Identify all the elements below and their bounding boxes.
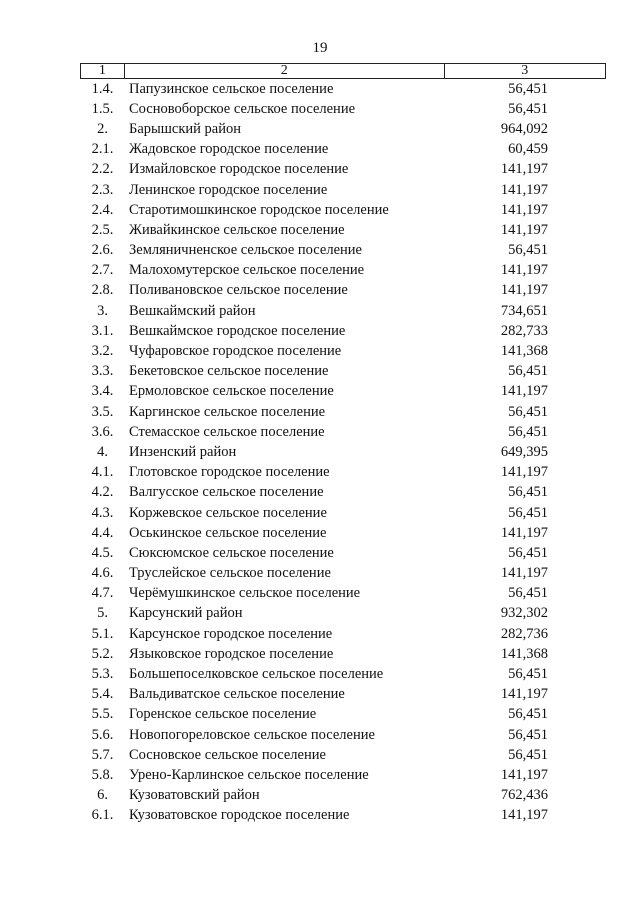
table-row [80,624,606,644]
row-name: Сосновоборское сельское поселение [129,100,356,117]
row-value: 60,459 [508,141,548,158]
row-number: 1.4. [91,80,114,97]
row-value: 141,197 [500,221,548,238]
table-row [80,301,606,321]
row-value: 141,197 [500,282,548,299]
row-value: 734,651 [500,302,548,319]
row-number: 5.6. [91,726,114,743]
table-row [80,786,606,806]
row-value: 56,451 [508,666,548,683]
table-row [80,806,606,826]
row-number: 4.1. [91,464,114,481]
row-value: 282,736 [500,625,548,642]
row-name: Кузоватовский район [129,787,260,804]
row-name: Урено-Карлинское сельское поселение [129,766,369,783]
row-value: 964,092 [500,120,548,137]
row-value: 141,197 [500,262,548,279]
row-value: 56,451 [508,80,548,97]
header-col-2: 2 [124,64,444,79]
row-value: 141,197 [500,686,548,703]
row-name: Старотимошкинское городское поселение [129,201,389,218]
row-number: 4.3. [91,504,114,521]
row-name: Черёмушкинское сельское поселение [129,585,361,602]
row-name: Труслейское сельское поселение [129,565,331,582]
row-value: 141,197 [500,524,548,541]
table-row [80,140,606,160]
row-name: Бекетовское сельское поселение [129,363,329,380]
table-row [80,725,606,745]
row-value: 141,197 [500,807,548,824]
row-name: Карсунское городское поселение [129,625,333,642]
row-value: 141,197 [500,201,548,218]
row-number: 4.7. [91,585,114,602]
row-value: 56,451 [508,585,548,602]
row-name: Жадовское городское поселение [129,141,329,158]
row-value: 141,368 [500,343,548,360]
table-row [80,442,606,462]
row-name: Живайкинское сельское поселение [129,221,345,238]
row-number: 5.1. [91,625,114,642]
table-row [80,99,606,119]
row-number: 2.8. [91,282,114,299]
row-value: 141,197 [500,766,548,783]
row-value: 56,451 [508,544,548,561]
row-number: 4. [97,443,108,460]
row-number: 6. [97,787,108,804]
row-name: Сюксюмское сельское поселение [129,544,334,561]
row-number: 2.2. [91,161,114,178]
row-value: 56,451 [508,363,548,380]
row-number: 3.4. [91,383,114,400]
row-name: Папузинское сельское поселение [129,80,334,97]
row-number: 3.3. [91,363,114,380]
row-value: 56,451 [508,746,548,763]
table-row [80,463,606,483]
row-value: 141,197 [500,383,548,400]
row-value: 56,451 [508,484,548,501]
row-name: Земляничненское сельское поселение [129,242,362,259]
row-name: Каргинское сельское поселение [129,403,326,420]
table-row [80,705,606,725]
row-name: Вешкаймское городское поселение [129,322,346,339]
table-body [80,79,606,826]
header-col-3: 3 [444,64,605,79]
row-value: 56,451 [508,242,548,259]
row-name: Сосновское сельское поселение [129,746,326,763]
table-row [80,685,606,705]
row-name: Измайловское городское поселение [129,161,349,178]
row-value: 141,197 [500,181,548,198]
table-row [80,503,606,523]
table-row [80,200,606,220]
row-number: 5.5. [91,706,114,723]
header-col-1: 1 [81,64,125,79]
row-number: 2.3. [91,181,114,198]
row-name: Большепоселковское сельское поселение [129,666,384,683]
row-name: Языковское городское поселение [129,645,334,662]
table-row [80,341,606,361]
row-number: 4.2. [91,484,114,501]
table-row [80,483,606,503]
row-value: 56,451 [508,504,548,521]
table-row [80,79,606,99]
table-row [80,644,606,664]
row-name: Горенское сельское поселение [129,706,317,723]
row-name: Ермоловское сельское поселение [129,383,334,400]
row-number: 3.2. [91,343,114,360]
row-name: Барышский район [129,120,241,137]
row-value: 762,436 [500,787,548,804]
row-number: 4.5. [91,544,114,561]
row-number: 3.5. [91,403,114,420]
table-row [80,564,606,584]
row-number: 2.4. [91,201,114,218]
row-name: Валгусское сельское поселение [129,484,324,501]
row-name: Коржевское сельское поселение [129,504,327,521]
row-name: Стемасское сельское поселение [129,423,325,440]
table-row [80,604,606,624]
row-number: 5.7. [91,746,114,763]
row-number: 4.4. [91,524,114,541]
row-value: 56,451 [508,100,548,117]
row-value: 141,197 [500,161,548,178]
row-number: 6.1. [91,807,114,824]
table-row [80,664,606,684]
row-name: Оськинское сельское поселение [129,524,327,541]
row-number: 5.4. [91,686,114,703]
row-value: 141,197 [500,464,548,481]
row-name: Кузоватовское городское поселение [129,807,350,824]
row-number: 5.8. [91,766,114,783]
row-value: 141,368 [500,645,548,662]
row-number: 2.6. [91,242,114,259]
row-name: Малохомутерское сельское поселение [129,262,365,279]
table-row [80,523,606,543]
row-number: 5. [97,605,108,622]
row-number: 2.1. [91,141,114,158]
page-number: 19 [312,40,328,56]
row-number: 3.1. [91,322,114,339]
table-row [80,765,606,785]
row-name: Карсунский район [129,605,243,622]
row-number: 1.5. [91,100,114,117]
row-name: Инзенский район [129,443,237,460]
table-row [80,220,606,240]
table-header [80,63,606,79]
table-row [80,241,606,261]
row-value: 649,395 [500,443,548,460]
row-name: Ленинское городское поселение [129,181,328,198]
row-number: 3.6. [91,423,114,440]
row-value: 282,733 [500,322,548,339]
row-name: Чуфаровское городское поселение [129,343,342,360]
table-row [80,261,606,281]
table-row [80,745,606,765]
row-value: 932,302 [500,605,548,622]
table-row [80,382,606,402]
table-row [80,321,606,341]
row-value: 56,451 [508,706,548,723]
row-name: Новопогореловское сельское поселение [129,726,375,743]
row-name: Вешкаймский район [129,302,256,319]
table-row [80,362,606,382]
row-number: 4.6. [91,565,114,582]
table-row [80,119,606,139]
row-number: 5.2. [91,645,114,662]
table-row [80,180,606,200]
row-number: 3. [97,302,108,319]
table-row [80,422,606,442]
row-number: 2. [97,120,108,137]
row-number: 2.5. [91,221,114,238]
row-value: 56,451 [508,726,548,743]
row-value: 141,197 [500,565,548,582]
table-row [80,281,606,301]
row-number: 5.3. [91,666,114,683]
table-row [80,543,606,563]
row-name: Поливановское сельское поселение [129,282,348,299]
table-row [80,584,606,604]
row-name: Глотовское городское поселение [129,464,330,481]
row-number: 2.7. [91,262,114,279]
table-row [80,402,606,422]
row-value: 56,451 [508,403,548,420]
row-value: 56,451 [508,423,548,440]
row-name: Вальдиватское сельское поселение [129,686,345,703]
table-row [80,160,606,180]
